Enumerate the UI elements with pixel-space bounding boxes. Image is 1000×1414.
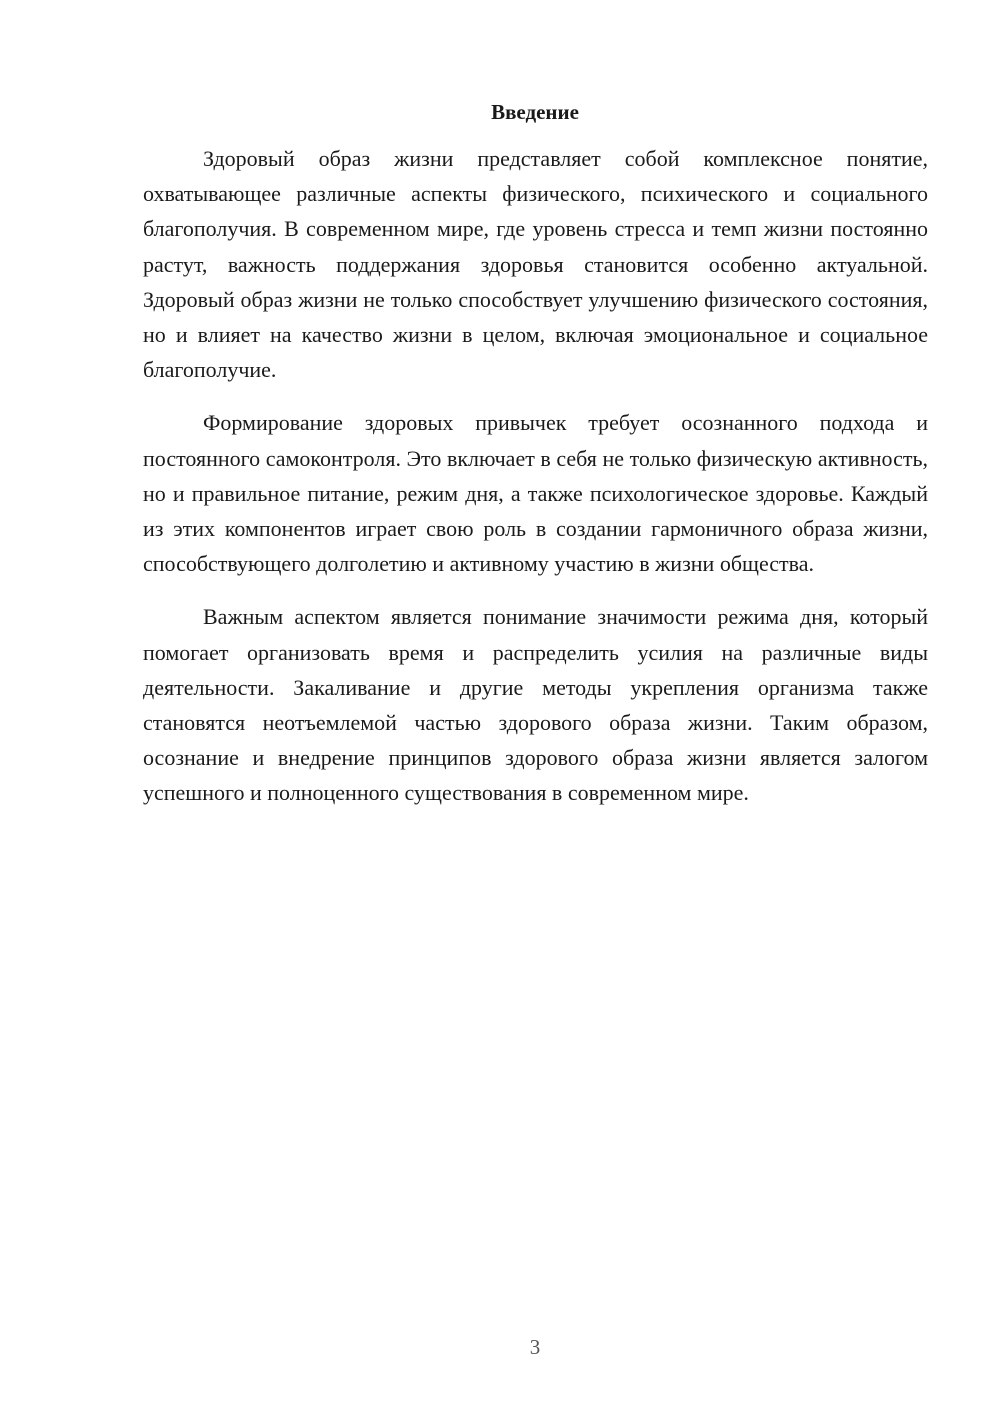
paragraph-3: Важным аспектом является понимание значимости режима дня, который помогает организовать время и распределить усилия на различные виды деятельности. Закаливание и другие методы укрепления организма также становятся неотъемлемой частью здорового образа жизни. Таким образом, осознание и внедрение принципов здорового образа жизни является залогом успешного и полноценного существования в современном мире. <box>143 604 928 806</box>
paragraph-2: Формирование здоровых привычек требует осознанного подхода и постоянного самоконтроля. Это включает в себя не только физическую активность, но и правильное питание, режим дня, а также психологическое здоровье. Каждый из этих компонентов играет свою роль в создании гармоничного образа жизни, способствующего долголетию и активному участию в жизни общества. <box>143 410 928 577</box>
body-text <box>143 141 928 829</box>
paragraph-1: Здоровый образ жизни представляет собой комплексное понятие, охватывающее различные аспекты физического, психического и социального благополучия. В современном мире, где уровень стресса и темп жизни постоянно растут, важность поддержания здоровья становится особенно актуальной. Здоровый образ жизни не только способствует улучшению физического состояния, но и влияет на качество жизни в целом, включая эмоциональное и социальное благополучие. <box>143 146 928 383</box>
section-heading: Введение <box>491 100 579 124</box>
page-number: 3 <box>529 1335 541 1359</box>
